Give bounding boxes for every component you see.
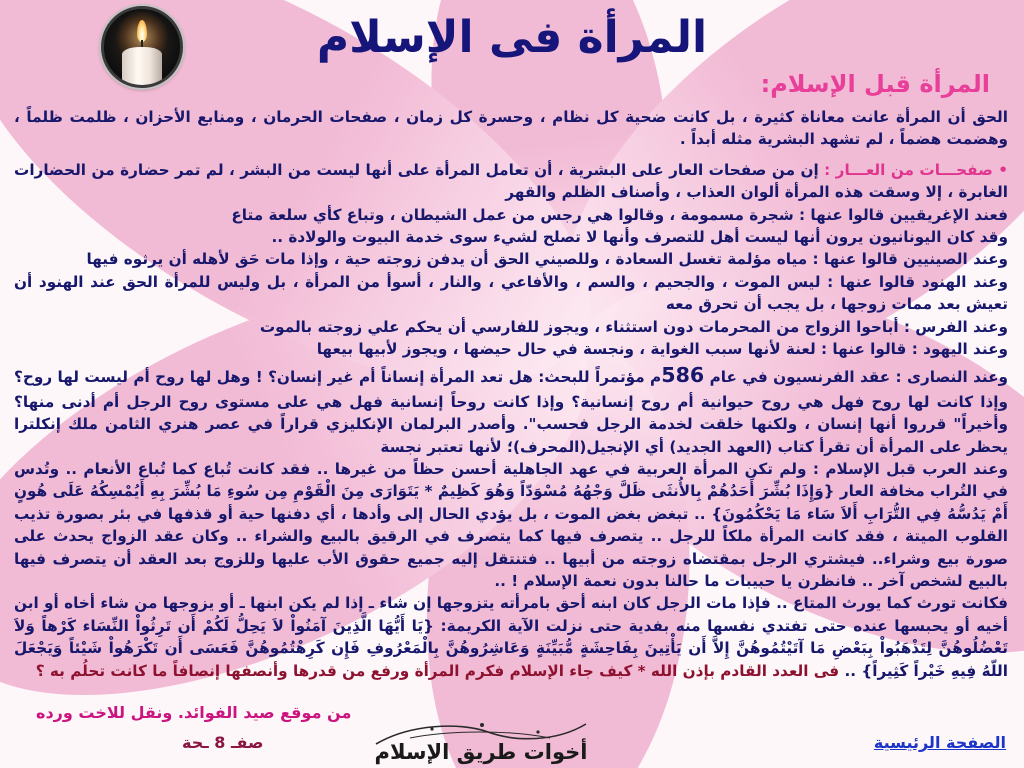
candle-flame xyxy=(137,20,147,42)
candle-wax xyxy=(122,47,162,87)
slide-title: المرأة فى الإسلام xyxy=(316,12,708,63)
christians-text-start: وعند النصارى : عقد الفرنسيون في عام xyxy=(704,368,1008,387)
inheritance-text: فكانت تورث كما يورث المتاع .. فإذا مات الرجل كان ابنه أحق بامرأته يتزوجها إن شاء ـ إذا لم يكن ابنها ـ أو يزوجها من شاء أخاه أو ابن أخيه أو يحبسها عنده حتى تفتدي نفسها منه بفدية حتى نزلت الآية الكريمة: {يَا أَيُّهَا الَّذِينَ آمَنُواْ لاَ يَحِلُّ لَكُمْ أَن تَرِثُواْ النِّسَاء كَرْهاً وَلاَ تَعْضُلُوهُنَّ لِتَذْهَبُواْ بِبَعْضِ مَا آتَيْتُمُوهُنَّ إِلاَّ أَن يَأْتِينَ بِفَاحِشَةٍ مُّبَيِّنَةٍ وَعَاشِرُوهُنَّ بِالْمَعْرُوفِ فَإِن كَرِهْتُمُوهُنَّ فَعَسَى أَن تَكْرَهُواْ شَيْئاً وَيَجْعَلَ اللّهُ فِيهِ خَيْراً كَثِيراً} .. xyxy=(14,594,1008,680)
site-logo xyxy=(370,720,592,766)
page-number: صفـ 8 ـحة xyxy=(182,733,264,752)
shame-paragraph xyxy=(14,159,1008,204)
section-heading: المرأة قبل الإسلام: xyxy=(760,70,990,98)
candle-icon xyxy=(101,6,183,88)
inheritance-paragraph xyxy=(14,592,1008,682)
greeks-paragraph: فعند الإغريقيين قالوا عنها : شجرة مسمومة ، وقالوا هي رجس من عمل الشيطان ، وتباع كأي سلعة متاع xyxy=(231,205,1008,224)
indians-paragraph: وعند الهنود قالوا عنها : ليس الموت ، والجحيم ، والسم ، والأفاعي ، والنار ، أسوأ من المرأة ، بل وليس للمرأة الحق عند الهنود أن تعيش بعد ممات زوجها ، بل يجب أن تحرق معه xyxy=(14,272,1008,314)
home-page-link[interactable]: الصفحة الرئيسية xyxy=(873,733,1006,752)
shame-label: • صفحـــات من العـــار : xyxy=(824,160,1008,179)
slide-body xyxy=(14,106,1008,700)
persians-paragraph: وعند الفرس : أباحوا الزواج من المحرمات دون استثناء ، ويجوز للفارسي أن يحكم علي زوجته بالموت xyxy=(259,317,1008,336)
ancient-greeks-paragraph: وقد كان اليونانيون يرون أنها ليست أهل للتصرف وأنها لا تصلح لشيء سوى خدمة البيوت والولادة .. xyxy=(271,228,1008,247)
source-credit: من موقع صيد الفوائد. ونقل للاخت ورده xyxy=(36,703,352,722)
arabs-paragraph: وعند العرب قبل الإسلام : ولم تكن المرأة العربية في عهد الجاهلية أحسن حظاً من غيرها .. فقد كانت تُباع كما تُباع الأنعام .. وتُدس في التُراب مخافة العار {وَإِذَا بُشِّرَ أَحَدُهُمْ بِالأُنثَى ظَلَّ وَجْهُهُ مُسْوَدّاً وَهُوَ كَظِيمٌ * يَتَوَارَى مِنَ الْقَوْمِ مِن سُوءِ مَا بُشِّرَ بِهِ أَيُمْسِكُهُ عَلَى هُونٍ أَمْ يَدُسُّهُ فِي التُّرَابِ أَلاَ سَاء مَا يَحْكُمُونَ} .. تبغض بغض الموت ، بل يؤدي الحال إلى وأدها ، أي دفنها حية أو قذفها في بئر بصورة تذيب القلوب الميتة ، فقد كانت المرأة ملكاً للرجل .. يتصرف فيها كما يتصرف في الرقيق بالبيع والشراء .. وكان عقد الزواج يحدث على صورة بيع وشراء.. فيشتري الرجل بمقتضاه زوجته من أبيها .. فتنتقل إليه جميع حقوق الأب عليها وللزوج بعد العقد أن يتصرف فيها بالبيع لشخص آخر .. فانظرن يا حبيبات ما حالنا بدون نعمة الإسلام ! .. xyxy=(14,459,1008,590)
chinese-paragraph: وعند الصينيين قالوا عنها : مياه مؤلمة تغسل السعادة ، وللصيني الحق أن يدفن زوجته حية ، وإذا مات حَق لأهله أن يرثوه فيها xyxy=(86,250,1008,269)
shame-text: إن من صفحات العار على البشرية ، أن تعامل المرأة على أنها ليست من البشر ، لم تمر حضارة من الحضارات الغابرة ، إلا وسقت هذه المرأة ألوان العذاب ، وأصناف الظلم والقهر xyxy=(14,160,1008,202)
logo-text: أخوات طريق الإسلام xyxy=(374,740,588,764)
next-issue-note: فى العدد القادم بإذن الله * كيف جاء الإسلام فكرم المرأة ورفع من قدرها وأنصفها إنصافاً ما كانت تحلُم به ؟ xyxy=(35,661,840,680)
christians-paragraph xyxy=(14,360,1008,457)
jews-paragraph: وعند اليهود : قالوا عنها : لعنة لأنها سبب الغواية ، ونجسة في حال حيضها ، ويجوز لأبيها بيعها xyxy=(316,340,1008,359)
council-year: 586 xyxy=(661,363,705,388)
intro-paragraph: الحق أن المرأة عانت معاناة كثيرة ، بل كانت ضحية كل نظام ، وحسرة كل زمان ، صفحات الحرمان ، ومنابع الأحزان ، ظلمت ظلماً ، وهضمت هضماً ، لم تشهد البشرية مثله أبداً . xyxy=(14,108,1008,149)
christians-text-rest: م مؤتمراً للبحث: هل تعد المرأة إنساناً أم غير إنسان؟ ! وهل لها روح أم ليست لها روح؟ وإذا كانت لها روح فهل هي روح حيوانية أم روح إنسانية؟ وإذا كانت روحاً إنسانية فهل هي على مستوى روح الرجل أم أدنى منها؟ وأخيراً" قرروا أنها إنسان ، ولكنها خلقت لخدمة الرجل فحسب". وأصدر البرلمان الإنكليزي قراراً في عصر هنري الثامن ملك إنكلترا يحظر على المرأة أن تقرأ كتاب (العهد الجديد) أي الإنجيل(المحرف)؛ لأنها تعتبر نجسة xyxy=(14,368,1008,456)
